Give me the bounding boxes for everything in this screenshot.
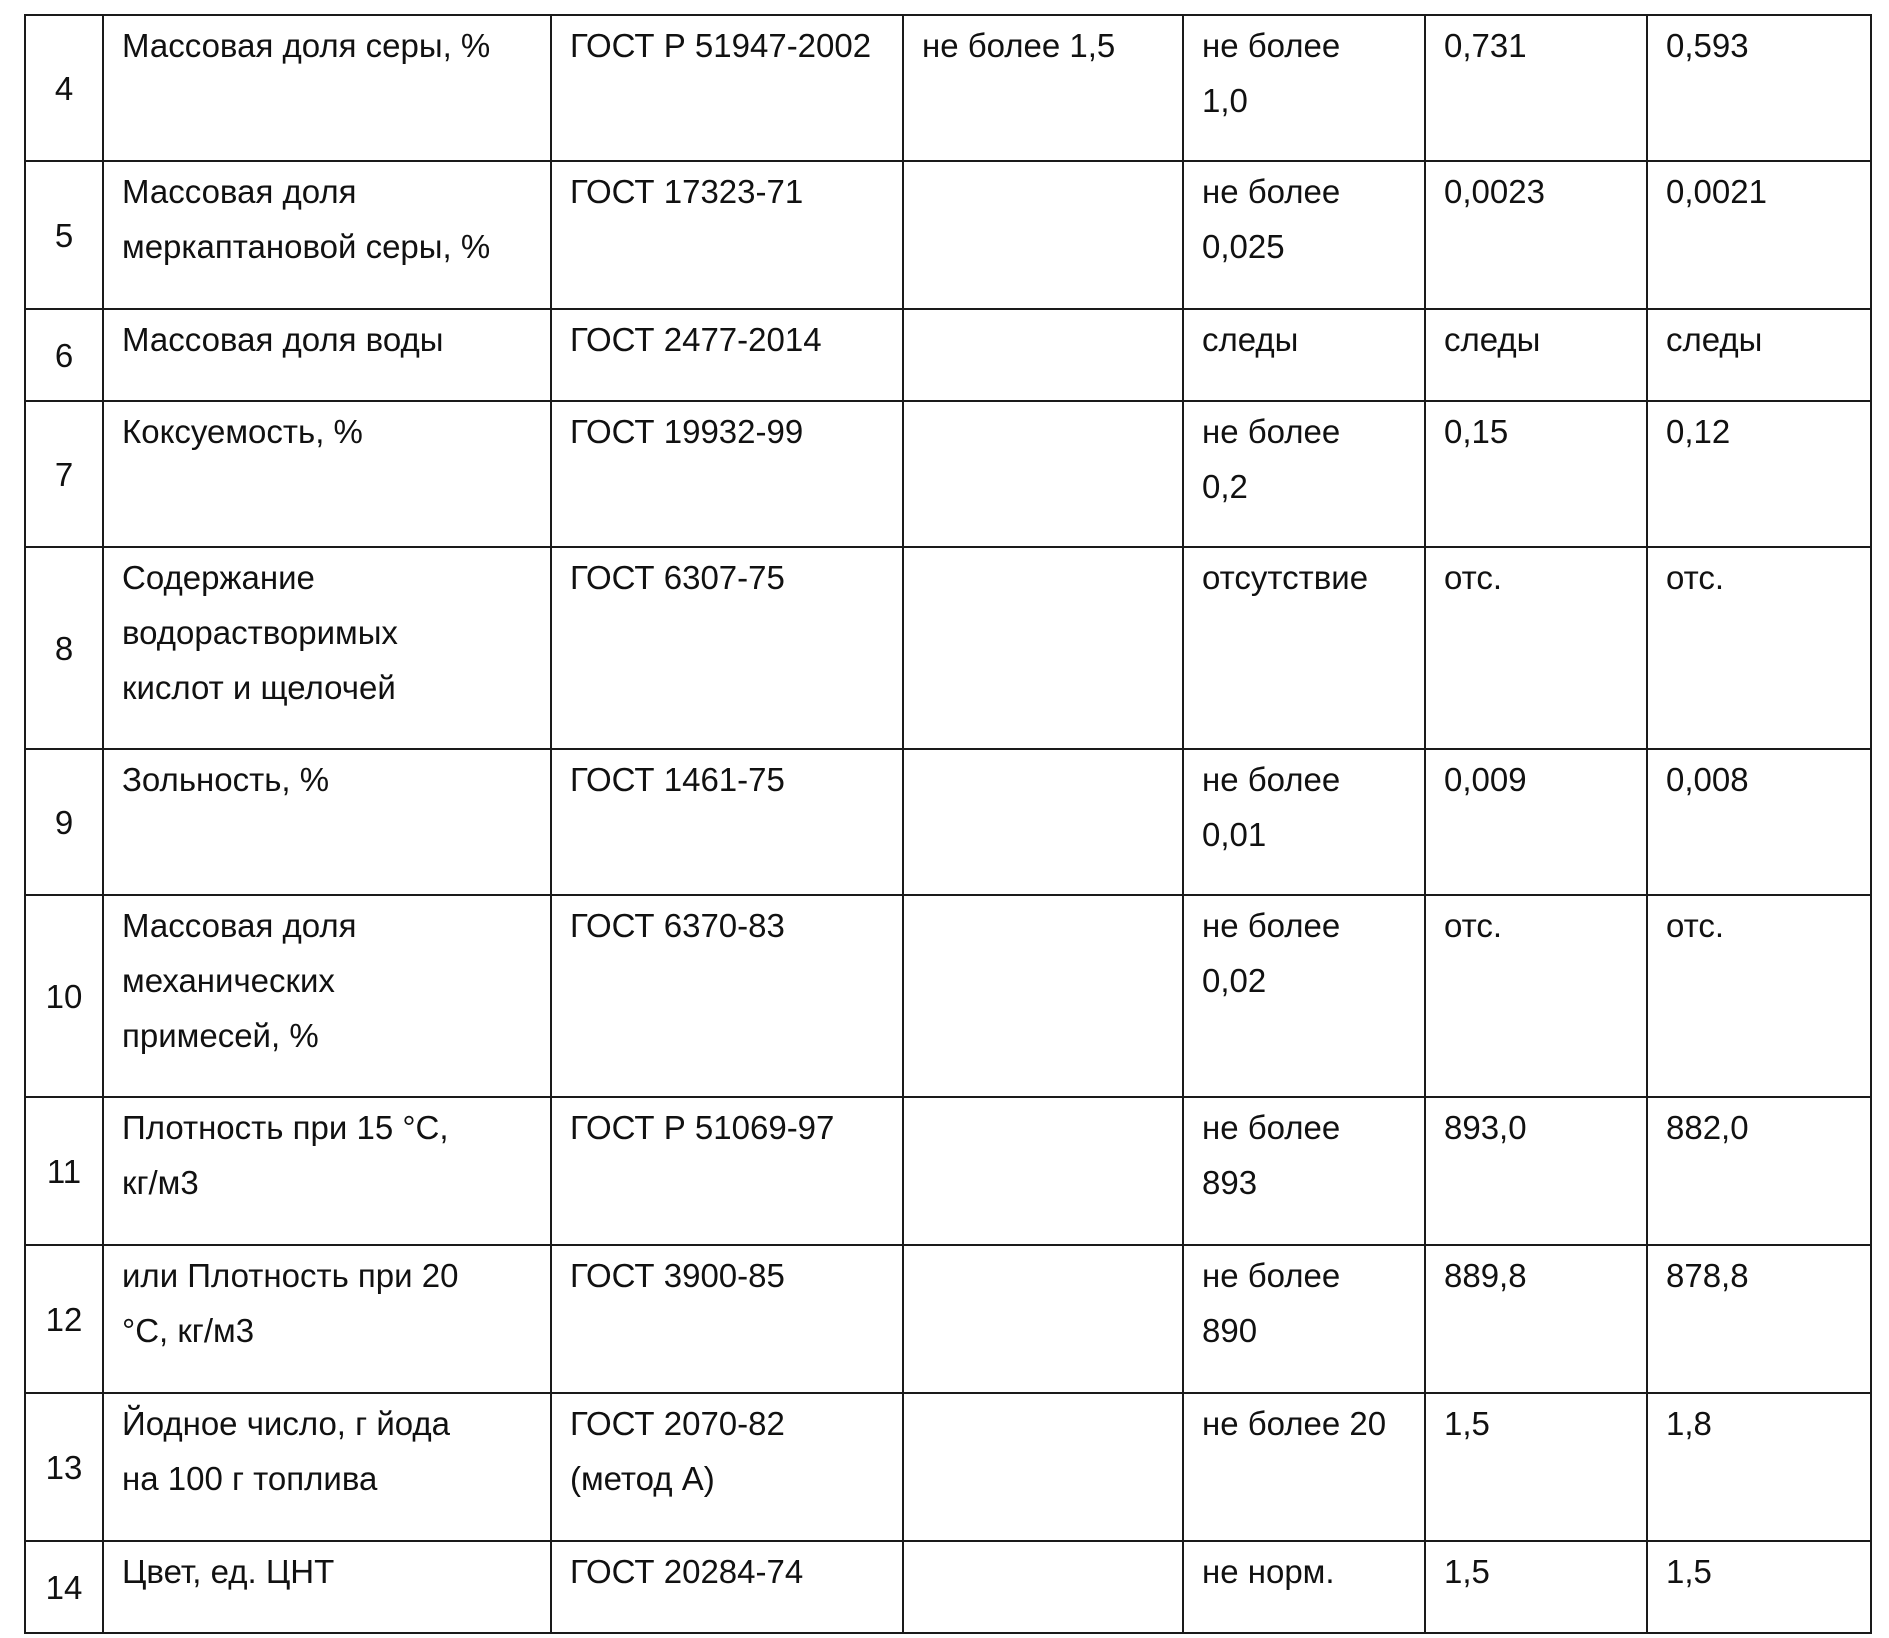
test-method: ГОСТ 19932-99 [551, 401, 903, 547]
value-1: 1,5 [1425, 1541, 1647, 1633]
norm-b: не более 890 [1183, 1245, 1425, 1393]
indicator-name: Содержание водорастворимых кислот и щелочей [103, 547, 551, 749]
table-row [25, 1541, 1871, 1633]
norm-a [903, 1541, 1183, 1633]
indicator-name: Цвет, ед. ЦНТ [103, 1541, 551, 1633]
test-method: ГОСТ 17323-71 [551, 161, 903, 309]
indicator-name: Массовая доля воды [103, 309, 551, 401]
norm-a [903, 401, 1183, 547]
test-method: ГОСТ Р 51947-2002 [551, 15, 903, 161]
value-1: 889,8 [1425, 1245, 1647, 1393]
test-method: ГОСТ 3900-85 [551, 1245, 903, 1393]
indicator-name: Массовая доля меркаптановой серы, % [103, 161, 551, 309]
value-2: 1,8 [1647, 1393, 1871, 1541]
value-2: 0,008 [1647, 749, 1871, 895]
row-number: 8 [25, 547, 103, 749]
norm-a [903, 161, 1183, 309]
row-number: 9 [25, 749, 103, 895]
norm-b: не более 1,0 [1183, 15, 1425, 161]
norm-a [903, 309, 1183, 401]
row-number: 6 [25, 309, 103, 401]
row-number: 14 [25, 1541, 103, 1633]
row-number: 12 [25, 1245, 103, 1393]
indicator-name: Коксуемость, % [103, 401, 551, 547]
test-method: ГОСТ 2477-2014 [551, 309, 903, 401]
table-row [25, 401, 1871, 547]
row-number: 4 [25, 15, 103, 161]
row-number: 7 [25, 401, 103, 547]
value-2: 0,12 [1647, 401, 1871, 547]
table-row [25, 547, 1871, 749]
indicator-name: Массовая доля механических примесей, % [103, 895, 551, 1097]
value-2: следы [1647, 309, 1871, 401]
row-number: 11 [25, 1097, 103, 1245]
indicator-name: Зольность, % [103, 749, 551, 895]
indicator-name: или Плотность при 20 °С, кг/м3 [103, 1245, 551, 1393]
value-2: 878,8 [1647, 1245, 1871, 1393]
norm-a [903, 895, 1183, 1097]
value-2: 0,0021 [1647, 161, 1871, 309]
value-2: отс. [1647, 547, 1871, 749]
norm-b: отсутствие [1183, 547, 1425, 749]
test-method: ГОСТ Р 51069-97 [551, 1097, 903, 1245]
test-method: ГОСТ 6307-75 [551, 547, 903, 749]
value-1: 1,5 [1425, 1393, 1647, 1541]
value-1: 0,0023 [1425, 161, 1647, 309]
norm-b: следы [1183, 309, 1425, 401]
table-row [25, 1097, 1871, 1245]
value-2: отс. [1647, 895, 1871, 1097]
table-row [25, 1393, 1871, 1541]
table-row [25, 895, 1871, 1097]
value-1: отс. [1425, 547, 1647, 749]
table-row [25, 15, 1871, 161]
indicator-name: Массовая доля серы, % [103, 15, 551, 161]
test-method: ГОСТ 2070-82 (метод А) [551, 1393, 903, 1541]
indicator-name: Йодное число, г йода на 100 г топлива [103, 1393, 551, 1541]
table-row [25, 309, 1871, 401]
test-method: ГОСТ 20284-74 [551, 1541, 903, 1633]
value-1: отс. [1425, 895, 1647, 1097]
value-2: 0,593 [1647, 15, 1871, 161]
norm-b: не более 893 [1183, 1097, 1425, 1245]
value-1: 0,009 [1425, 749, 1647, 895]
norm-b: не более 20 [1183, 1393, 1425, 1541]
table-row [25, 1245, 1871, 1393]
norm-b: не норм. [1183, 1541, 1425, 1633]
row-number: 5 [25, 161, 103, 309]
indicator-name: Плотность при 15 °С, кг/м3 [103, 1097, 551, 1245]
norm-a: не более 1,5 [903, 15, 1183, 161]
norm-b: не более 0,025 [1183, 161, 1425, 309]
norm-b: не более 0,01 [1183, 749, 1425, 895]
test-method: ГОСТ 6370-83 [551, 895, 903, 1097]
table-row [25, 749, 1871, 895]
value-1: 893,0 [1425, 1097, 1647, 1245]
value-2: 1,5 [1647, 1541, 1871, 1633]
value-1: следы [1425, 309, 1647, 401]
norm-a [903, 1393, 1183, 1541]
norm-a [903, 1245, 1183, 1393]
norm-b: не более 0,2 [1183, 401, 1425, 547]
value-1: 0,15 [1425, 401, 1647, 547]
row-number: 10 [25, 895, 103, 1097]
norm-a [903, 547, 1183, 749]
test-method: ГОСТ 1461-75 [551, 749, 903, 895]
norm-a [903, 1097, 1183, 1245]
value-1: 0,731 [1425, 15, 1647, 161]
specification-table [24, 14, 1872, 1634]
table-row [25, 161, 1871, 309]
norm-b: не более 0,02 [1183, 895, 1425, 1097]
row-number: 13 [25, 1393, 103, 1541]
norm-a [903, 749, 1183, 895]
value-2: 882,0 [1647, 1097, 1871, 1245]
